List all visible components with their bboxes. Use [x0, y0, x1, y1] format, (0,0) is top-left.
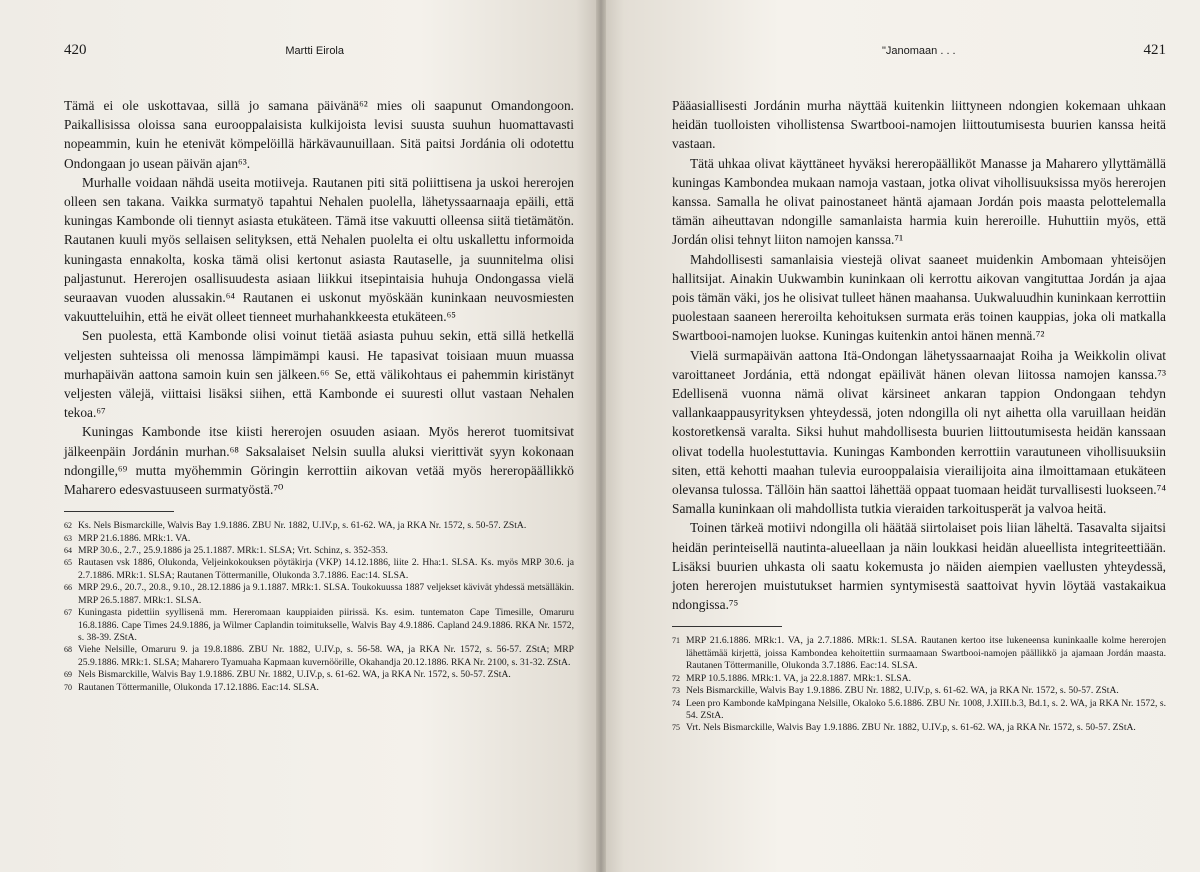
footnote — [64, 607, 574, 644]
right-page — [600, 0, 1200, 872]
footnote-number: 63 — [64, 533, 72, 543]
book-gutter — [596, 0, 606, 872]
footnote — [672, 685, 1166, 697]
footnote-text: Leen pro Kambonde kaMpingana Nelsille, Okaloko 5.6.1886. ZBU Nr. 1008, J.XIII.b.3, Bd.1, s. 2. WA, ja RKA Nr. 1572, s. 54. ZStA. — [686, 697, 1166, 721]
left-footnotes — [64, 520, 574, 694]
footnote-text: Ks. Nels Bismarckille, Walvis Bay 1.9.1886. ZBU Nr. 1882, U.IV.p, s. 61-62. WA, ja RKA Nr. 1572, s. 50-57. ZStA. — [78, 520, 527, 532]
footnote-text: Viehe Nelsille, Omaruru 9. ja 19.8.1886. ZBU Nr. 1882, U.IV.p, s. 56-58. WA, ja RKA Nr. 1572, s. 56-57. ZStA; MRP 25.9.1886. MRk:1. SLSA; Maharero Tyamuaha Kapmaan kuvernöörille, Okahandja 20.12.1886. RKA Nr. 2100, s. 31-32. ZStA. — [78, 644, 574, 668]
right-running-head — [672, 42, 1166, 64]
left-body-text — [64, 96, 574, 499]
paragraph: Toinen tärkeä motiivi ndongilla oli häätää siirtolaiset pois liian läheltä. Tasavalta sijaitsi heidän perinteisellä nautinta-alueellaan ja näin loukkasi heidän alueellista integriteettiään. Lisäksi buurien uhkasta oli saatu kokemusta jo näiden aiempien vaellusten yhteydessä, joten hererojen muistutukset harmien syntymisestä saattoivat hyvin löytää vastakaikua ndongissa.⁷⁵ — [672, 520, 1166, 613]
footnote-number: 64 — [64, 546, 72, 556]
paragraph: Vielä surmapäivän aattona Itä-Ondongan lähetyssaarnaajat Roiha ja Weikkolin olivat varoittaneet Jordánia, että ndongat epäilivät hänen olevan liitossa namojen kanssa.⁷³ Edellisenä vuonna nämä olivat kärsineet ankaran tappion Ondongaan tehdyn vallankaappausyrityksen yhteydessä, joten ndongilla oli nyt aihetta olla varuillaan heidän kostoretkensä varalta. Siksi huhut mahdollisesta buurien liittoutumisesta heidän kanssaan olivat todella huolestuttavia. Kuningas Kambonden kerrottiin varautuneen vihollisuuksiin siten, että kehotti maahan tulevia eurooppalaisia vierailijoita aina ilmoittamaan etukäteen olevansa tulossa. Tällöin hän saattoi lähettää oppaat tuomaan heidät turvallisesti luokseen.⁷⁴ Samalla kuninkaan oli mahdollista tutkia vieraiden tarkoitusperät ja valvoa heitä. — [672, 347, 1166, 517]
footnote-text: MRP 10.5.1886. MRk:1. VA, ja 22.8.1887. MRk:1. SLSA. — [686, 672, 912, 684]
footnote-text: MRP 21.6.1886. MRk:1. VA, ja 2.7.1886. MRk:1. SLSA. Rautanen kertoo itse lukeneensa kuninkaalle kolme hererojen lähettämää kirjettä, joissa Kambondea kehoitettiin surmaamaan Swartbooi-namojen päällikkö ja ajamaan Jordán maasta. Rautanen Töttermanille, Olukonda 3.7.1886. Eac:14. SLSA. — [686, 635, 1166, 672]
footnote-number: 72 — [672, 673, 680, 683]
paragraph: Tätä uhkaa olivat käyttäneet hyväksi hereropäälliköt Manasse ja Maharero yllyttämällä kuningas Kambondea mukaan namoja vastaan, jotka olivat vihollisuuksissa myös hererojen kanssa. Samalla he olivat painostaneet häntä ajamaan Jordán pois maasta pelottelemalla tämän aiheuttavan ndongille samanlaista harmia kuin hereroille. Huhuttiin myös, että Jordán olisi tehnyt liiton namojen kanssa.⁷¹ — [672, 155, 1166, 248]
left-page-number: 420 — [64, 42, 87, 58]
footnote — [672, 722, 1166, 734]
footnote — [64, 520, 574, 532]
footnote-text: Nels Bismarckille, Walvis Bay 1.9.1886. ZBU Nr. 1882, U.IV.p, s. 61-62. WA, ja RKA Nr. 1572, s. 50-57. ZStA. — [78, 669, 511, 681]
paragraph: Sen puolesta, että Kambonde olisi voinut tietää asiasta puhuu sekin, että sillä hetkellä veljesten suhteissa oli menossa lämpimämpi kausi. He tapasivat toisiaan muun muassa murhapäivän aattona samoin kuin sen jälkeen.⁶⁶ Se, että välikohtaus ei pahemmin kiristänyt veljesten välejä, viittaisi lisäksi siihen, että Kambonde ei suuresti ollut vastaan Nehalen tekoa.⁶⁷ — [64, 328, 574, 421]
footnote-number: 62 — [64, 521, 72, 531]
footnote-number: 75 — [672, 723, 680, 733]
footnote-rule — [672, 626, 782, 627]
left-running-head — [64, 42, 574, 64]
footnote-text: MRP 29.6., 20.7., 20.8., 9.10., 28.12.1886 ja 9.1.1887. MRk:1. SLSA. Toukokuussa 1887 veljekset kävivät yhdessä metsälläkin. MRP 26.5.1887. MRk:1. SLSA. — [78, 582, 574, 606]
footnote-number: 68 — [64, 645, 72, 655]
footnote — [64, 545, 574, 557]
right-footnotes — [672, 635, 1166, 734]
right-body-text — [672, 96, 1166, 614]
footnote — [672, 635, 1166, 672]
footnote-text: Vrt. Nels Bismarckille, Walvis Bay 1.9.1886. ZBU Nr. 1882, U.IV.p, s. 61-62. WA, ja RKA Nr. 1572, s. 50-57. ZStA. — [686, 722, 1136, 734]
footnote — [64, 557, 574, 582]
footnote — [672, 698, 1166, 723]
footnote-text: Rautanen Töttermanille, Olukonda 17.12.1886. Eac:14. SLSA. — [78, 681, 319, 693]
footnote — [64, 582, 574, 607]
paragraph: Murhalle voidaan nähdä useita motiiveja. Rautanen piti sitä poliittisena ja uskoi hererojen olleen sen takana. Vaikka surmatyö tapahtui Nehalen puolella, lähetyssaarnaaja epäili, että kuningas Kambonde oli tiennyt asiasta etukäteen. Tämä itse vakuutti olleensa siitä tietämätön. Rautanen kuuli myös sellaisen selityksen, että Nehalen puolelta ei oltu uskallettu informoida kuningasta ennakolta, koska tämä olisi kertonut asiasta Rautaselle, ja suunnitelma olisi paljastunut. Hererojen osallisuudesta asiaan liikkui itsepintaisia huhuja Ondongassa vielä seuraavan vuoden alussakin.⁶⁴ Rautanen ei uskonut myöskään kuninkaan neuvosmiesten vakuutteluihin, että he eivät olleet tienneet murhahankkeesta etukäteen.⁶⁵ — [64, 174, 574, 325]
footnote — [64, 682, 574, 694]
footnote — [64, 644, 574, 669]
footnote-number: 67 — [64, 608, 72, 618]
right-page-number: 421 — [1143, 42, 1166, 58]
right-running-title: "Janomaan . . . — [882, 45, 956, 57]
footnote-number: 74 — [672, 698, 680, 708]
footnote-text: MRP 21.6.1886. MRk:1. VA. — [78, 532, 191, 544]
footnote-number: 73 — [672, 686, 680, 696]
footnote-text: Kuningasta pidettiin syyllisenä mm. Hereromaan kauppiaiden piirissä. Ks. esim. tuntematon Cape Timesille, Omaruru 16.8.1886. Cape Times 24.9.1886, ja Wilmer Caplandin toimitukselle, Walvis Bay 4.9.1886. Capland 24.9.1886. RKA Nr. 1572, s. 38-39. ZStA. — [78, 607, 574, 643]
paragraph: Tämä ei ole uskottavaa, sillä jo samana päivänä⁶² mies oli saapunut Omandongoon. Paikallisissa oloissa sana eurooppalaisista kulkijoista levisi suusta suuhun huomattavasti nopeammin, kuin he etenivät kömpelöillä härkävaunuillaan. Sitä paitsi Jordánia oli odotettu Ondongaan jo usean päivän ajan⁶³. — [64, 98, 574, 171]
footnote-number: 71 — [672, 636, 680, 646]
footnote — [672, 673, 1166, 685]
paragraph: Kuningas Kambonde itse kiisti hererojen osuuden asiaan. Myös hererot tuomitsivat jälkeenpäin Jordánin murhan.⁶⁸ Saksalaiset Nelsin suulla aluksi vierittivät syyn kokonaan ndongille,⁶⁹ mutta myöhemmin Göringin kerrottiin aikovan vetää myös hereropäällikkö Maharero edesvastuuseen surmatyöstä.⁷⁰ — [64, 424, 574, 498]
left-running-title: Martti Eirola — [285, 45, 344, 57]
footnote — [64, 669, 574, 681]
footnote — [64, 533, 574, 545]
paragraph: Mahdollisesti samanlaisia viestejä olivat saaneet muidenkin Ambomaan yhteisöjen hallitsijat. Ainakin Uukwambin kuninkaan oli kerrottu aikovan vangituttaa Jordán ja ajaa pois tämän väki, jos he olisivat tulleet hänen maahansa. Uukwaluudhin kuninkaan kerrottiin puolestaan saaneen hereroilta kehoituksen surmata eräs toinen kauppias, joka oli matkalla Swartbooi-namojen luokse. Kuningas kuitenkin antoi hänen mennä.⁷² — [672, 251, 1166, 344]
footnote-text: Rautasen vsk 1886, Olukonda, Veljeinkokouksen pöytäkirja (VKP) 14.12.1886, liite 2. Hha:1. SLSA. Ks. myös MRP 30.6. ja 2.7.1886. MRk:1. SLSA; Rautanen Töttermanille, Olukonda 3.7.1886. Eac:14. SLSA. — [78, 557, 574, 581]
footnote-text: Nels Bismarckille, Walvis Bay 1.9.1886. ZBU Nr. 1882, U.IV.p, s. 61-62. WA, ja RKA Nr. 1572, s. 50-57. ZStA. — [686, 685, 1119, 697]
footnote-number: 66 — [64, 583, 72, 593]
footnote-text: MRP 30.6., 2.7., 25.9.1886 ja 25.1.1887. MRk:1. SLSA; Vrt. Schinz, s. 352-353. — [78, 545, 388, 557]
footnote-rule — [64, 511, 174, 512]
footnote-number: 65 — [64, 558, 72, 568]
footnote-number: 70 — [64, 682, 72, 692]
footnote-number: 69 — [64, 670, 72, 680]
paragraph: Pääasiallisesti Jordánin murha näyttää kuitenkin liittyneen ndongien kokemaan uhkaan heidän tuolloisten vihollistensa Swartbooi-namojen liittoutumisesta buurien kanssa heitä vastaan. — [672, 98, 1166, 152]
